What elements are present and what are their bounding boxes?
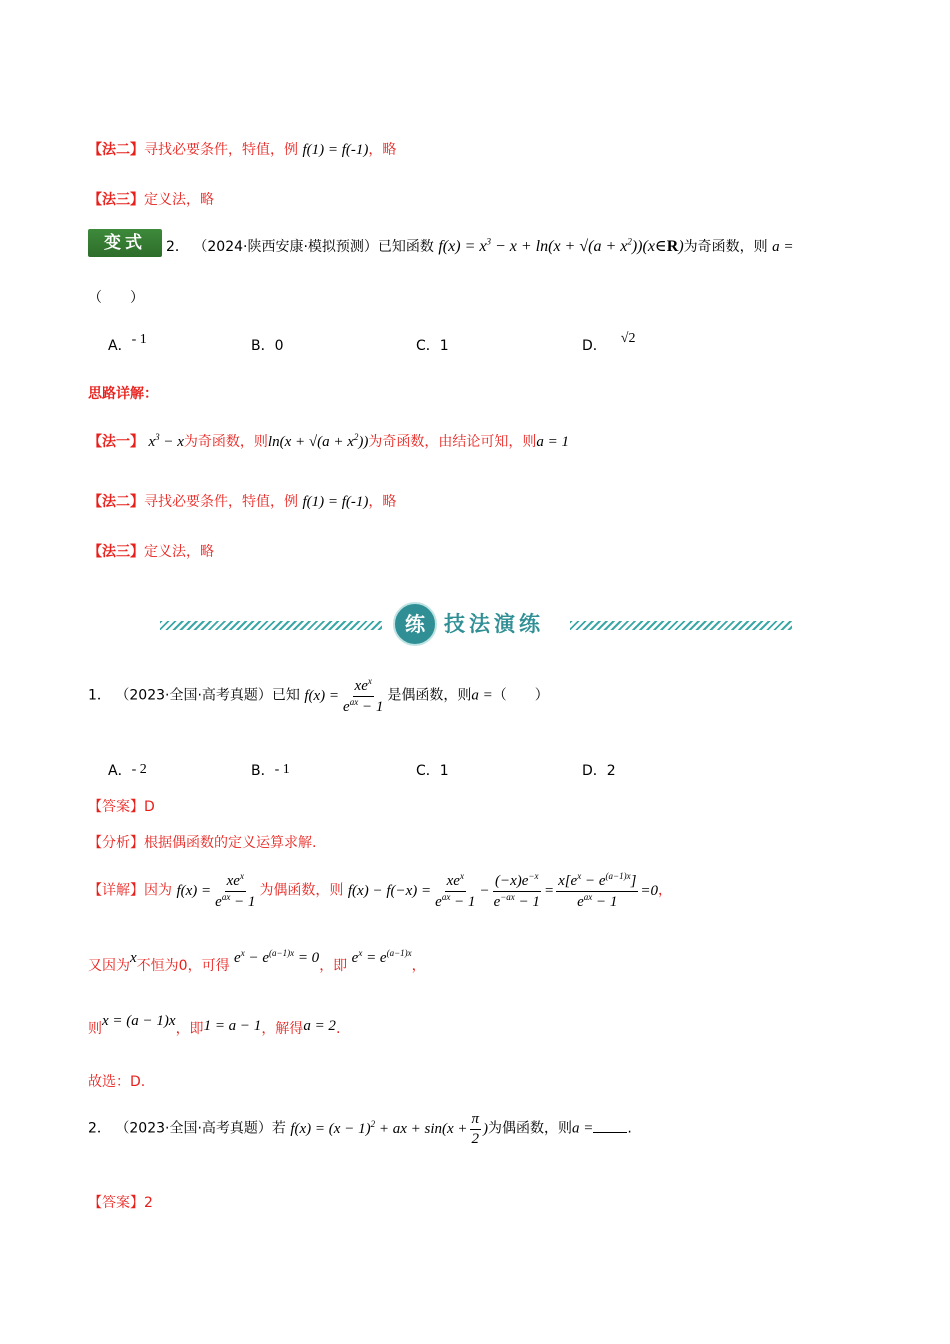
formula: x xyxy=(130,950,137,966)
q1-function-formula: f(x) = $\frac{xe^x}{e^{ax} - 1}$ xyxy=(304,676,384,715)
detail-text: 0 xyxy=(178,958,188,974)
q1-option-b[interactable] xyxy=(251,760,290,780)
method1-line xyxy=(88,431,569,451)
option-value: 1 xyxy=(439,763,449,779)
formula: f(x) − f(−x) = $\frac{xe^x}{e^{ax} - 1}$ − $\frac{(-x)e^{-x}}{e^{-ax} - 1}$ = $\frac{x[e^x - e^{(a-1)x}]}{e^{ax} - 1}$ =0 xyxy=(347,871,659,910)
q2-function-formula: $f(x) = (x - 1)^2$ + ax + sin(x + $\frac{\pi}{2}$ ) xyxy=(290,1111,489,1147)
q2-answer xyxy=(88,1192,153,1212)
q1-answer: 【答案】D xyxy=(88,799,155,815)
question-number: 2． xyxy=(88,1120,111,1137)
variant-option-c[interactable] xyxy=(416,335,449,355)
option-value: - 1 xyxy=(274,762,290,777)
answer-blank[interactable] xyxy=(593,1118,627,1133)
variant-option-d[interactable] xyxy=(582,331,636,355)
method-text: 寻找必要条件，特值，例 xyxy=(144,142,298,158)
method-tail: ，略 xyxy=(368,142,397,158)
method-text: 为奇函数，则 xyxy=(183,434,268,450)
method-text: 定义法，略 xyxy=(144,544,214,560)
q1-detail-line3 xyxy=(88,1013,341,1038)
formula: $e^x - e^{(a-1)x} = 0$ xyxy=(234,948,320,966)
method-text: 寻找必要条件，特值，例 xyxy=(144,494,298,510)
option-label: D． xyxy=(582,763,607,779)
q1-analysis: 【分析】根据偶函数的定义运算求解. xyxy=(88,835,317,851)
option-value: - 1 xyxy=(131,332,147,347)
method-tag: 【法二】 xyxy=(88,142,144,158)
option-label: B． xyxy=(251,338,275,354)
q1-option-a[interactable] xyxy=(108,760,147,780)
formula: f(x) = $\frac{xe^x}{e^{ax} - 1}$ xyxy=(176,871,256,910)
variant-option-b[interactable] xyxy=(251,335,284,355)
variable-a: a = xyxy=(572,1120,594,1137)
q1-conclusion: 故选：D. xyxy=(88,1074,146,1090)
detail-text: 因为 xyxy=(144,882,172,899)
detail-text: ，可得 xyxy=(187,958,230,974)
option-label: C． xyxy=(416,763,440,779)
detail-text: 不恒为 xyxy=(136,958,179,974)
method-tail: ，略 xyxy=(368,494,397,510)
formula: a = 2 xyxy=(303,1018,336,1034)
analysis-title: 思路详解： xyxy=(88,386,158,402)
formula: $e^x = e^{(a-1)x}$ xyxy=(351,948,412,966)
method-tag: 【法二】 xyxy=(88,494,144,510)
q1-detail-line1 xyxy=(88,871,672,912)
variant-blank: （ ） xyxy=(88,290,144,306)
formula: x = (a − 1)x xyxy=(102,1013,176,1029)
q1-option-d[interactable] xyxy=(582,760,616,780)
question-source: （2023·全国·高考真题）若 xyxy=(115,1120,286,1137)
detail-tag: 【详解】 xyxy=(88,882,144,899)
question-source: （2023·全国·高考真题）已知 xyxy=(115,687,300,704)
detail-text: ，即 xyxy=(175,1021,204,1037)
formula: f(1) = f(-1) xyxy=(302,142,369,158)
method-text: 定义法，略 xyxy=(144,192,214,208)
method3-line xyxy=(88,541,214,561)
section-divider-left xyxy=(160,621,382,630)
method2-line-top xyxy=(88,139,396,159)
detail-text: ，解得 xyxy=(261,1021,304,1037)
question-end: . xyxy=(627,1120,632,1137)
detail-text: 则 xyxy=(88,1021,102,1037)
option-value: - 2 xyxy=(131,762,147,777)
option-label: B． xyxy=(251,763,275,779)
q1-question xyxy=(88,676,549,717)
formula: 1 = a − 1 xyxy=(203,1018,262,1034)
method-text: 为奇函数，由结论可知，则 xyxy=(368,434,537,450)
variant-option-a[interactable] xyxy=(108,332,147,355)
variant-question xyxy=(166,236,794,256)
q1-detail-line2 xyxy=(88,948,426,975)
answer-tag: 【答案】 xyxy=(88,1195,144,1211)
question-number: 2． xyxy=(166,239,189,255)
section-divider-right xyxy=(570,621,792,630)
option-value: 0 xyxy=(274,338,284,354)
option-label: A． xyxy=(108,338,132,354)
question-blank: （ ） xyxy=(492,687,549,704)
formula: $x^3 - x$ xyxy=(148,432,184,450)
question-after: 为偶函数，则 xyxy=(488,1120,573,1137)
formula: f(1) = f(-1) xyxy=(302,494,369,510)
method3-line-top xyxy=(88,189,214,209)
question-after: 是偶函数，则 xyxy=(387,687,472,704)
detail-text: 又因为 xyxy=(88,958,130,974)
method-tag: 【法三】 xyxy=(88,192,144,208)
formula: $\ln(x + √(a + x^2))$ xyxy=(267,432,369,450)
detail-text: ， xyxy=(411,958,426,974)
method-tag: 【法三】 xyxy=(88,544,144,560)
option-value: √2 xyxy=(620,331,636,346)
option-label: A． xyxy=(108,763,132,779)
question-after: 为奇函数，则 xyxy=(683,239,768,255)
section-title: 技法演练 xyxy=(444,611,544,636)
detail-text: . xyxy=(335,1021,341,1037)
option-value: 2 xyxy=(606,763,616,779)
detail-text: 为偶函数，则 xyxy=(259,882,344,899)
option-value: 1 xyxy=(439,338,449,354)
q2-question xyxy=(88,1110,632,1149)
formula: a = 1 xyxy=(536,434,569,450)
question-source: （2024·陕西安康·模拟预测）已知函数 xyxy=(193,239,434,255)
question-number: 1． xyxy=(88,687,111,704)
method-tag: 【法一】 xyxy=(88,434,144,450)
method2-line xyxy=(88,491,396,511)
variable-a: a = xyxy=(471,687,493,704)
variant-badge: 变式 xyxy=(88,229,162,257)
option-label: C． xyxy=(416,338,440,354)
variant-function-formula: $f(x) = x^3 - x + \ln(x + √(a$ + $x^2))(x\in R)$ xyxy=(438,236,684,255)
q1-option-c[interactable] xyxy=(416,760,449,780)
detail-text: ，即 xyxy=(319,958,348,974)
variable-a: a = xyxy=(772,239,794,255)
answer-value: 2 xyxy=(144,1195,153,1211)
option-label: D． xyxy=(582,338,607,354)
practice-icon: 练 xyxy=(393,602,437,646)
detail-text: ， xyxy=(658,882,673,899)
